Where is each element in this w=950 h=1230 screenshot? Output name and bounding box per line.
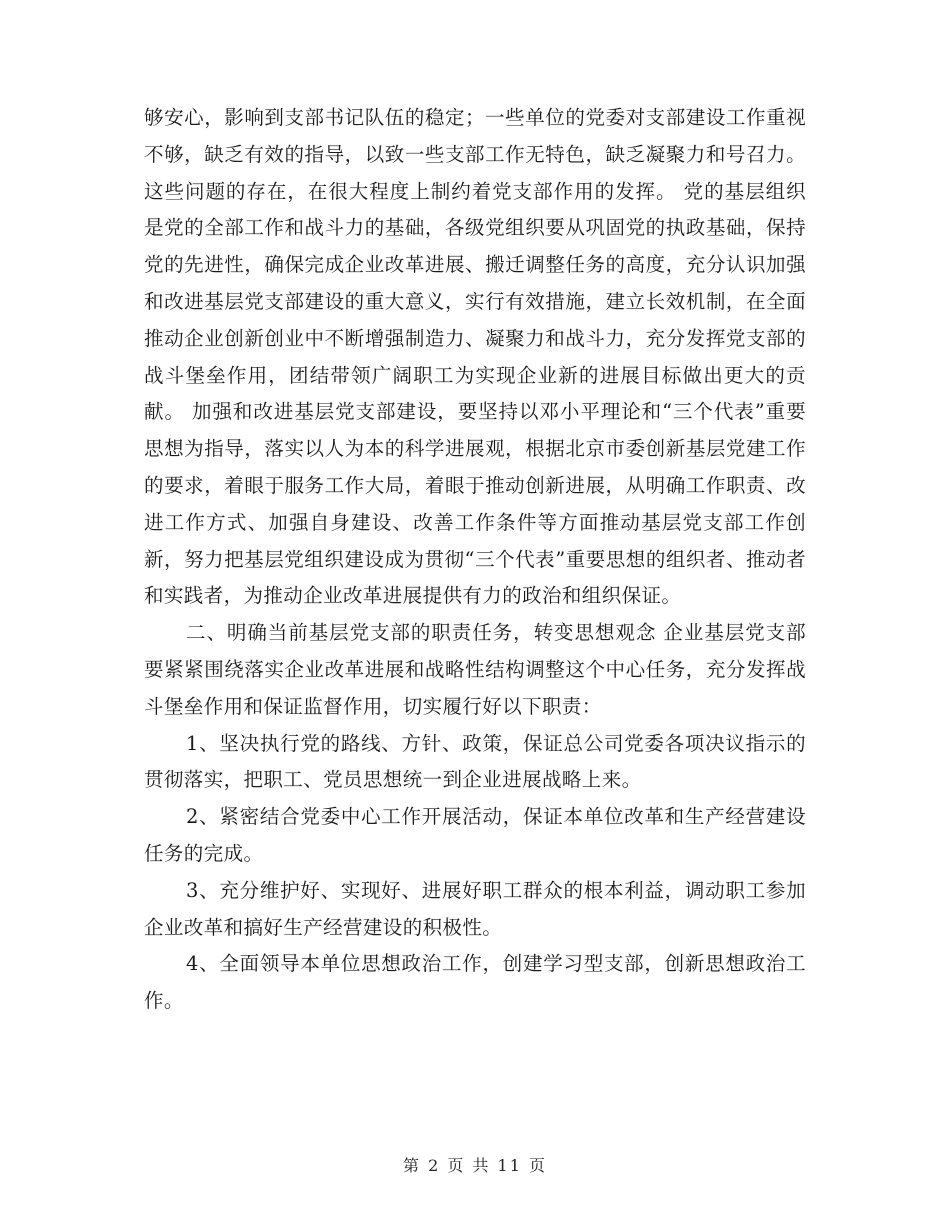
paragraph-section-two: 二、明确当前基层党支部的职责任务，转变思想观念 企业基层党支部要紧紧围绕落实企业改革进展和战略性结构调整这个中心任务，充分发挥战斗堡垒作用和保证监督作用，切实履行好以下职责： — [144, 621, 806, 718]
paragraph-duty-4: 4、全面领导本单位思想政治工作，创建学习型支部，创新思想政治工作。 — [144, 952, 806, 1013]
paragraph-duty-2: 2、紧密结合党委中心工作开展活动，保证本单位改革和生产经营建设任务的完成。 — [144, 805, 806, 865]
paragraph-duty-1: 1、坚决执行党的路线、方针、政策，保证总公司党委各项决议指示的贯彻落实，把职工、党员思想统一到企业进展战略上来。 — [144, 731, 806, 792]
paragraph-duty-3: 3、充分维护好、实现好、进展好职工群众的根本利益，调动职工参加企业改革和搞好生产经营建设的积极性。 — [144, 878, 806, 939]
page-number-footer: 第 2 页 共 11 页 — [403, 1156, 547, 1175]
paragraph-continued: 够安心，影响到支部书记队伍的稳定；一些单位的党委对支部建设工作重视不够，缺乏有效的指导，以致一些支部工作无特色，缺乏凝聚力和号召力。这些问题的存在，在很大程度上制约着党支部作用的发挥。 党的基层组织是党的全部工作和战斗力的基础，各级党组织要从巩固党的执政基础，保持党的先进性，确保完成企业改革进展、搬迁调整任务的高度，充分认识加强和改进基层党支部建设的重大意义，实行有效措施，建立长效机制，在全面推动企业创新创业中不断增强制造力、凝聚力和战斗力，充分发挥党支部的战斗堡垒作用，团结带领广阔职工为实现企业新的进展目标做出更大的贡献。 加强和改进基层党支部建设，要坚持以邓小平理论和“三个代表”重要思想为指导，落实以人为本的科学进展观，根据北京市委创新基层党建工作的要求，着眼于服务工作大局，着眼于推动创新进展，从明确工作职责、改进工作方式、加强自身建设、改善工作条件等方面推动基层党支部工作创新，努力把基层党组织建设成为贯彻“三个代表”重要思想的组织者、推动者和实践者，为推动企业改革进展提供有力的政治和组织保证。 — [144, 106, 806, 608]
document-body — [144, 100, 806, 1020]
